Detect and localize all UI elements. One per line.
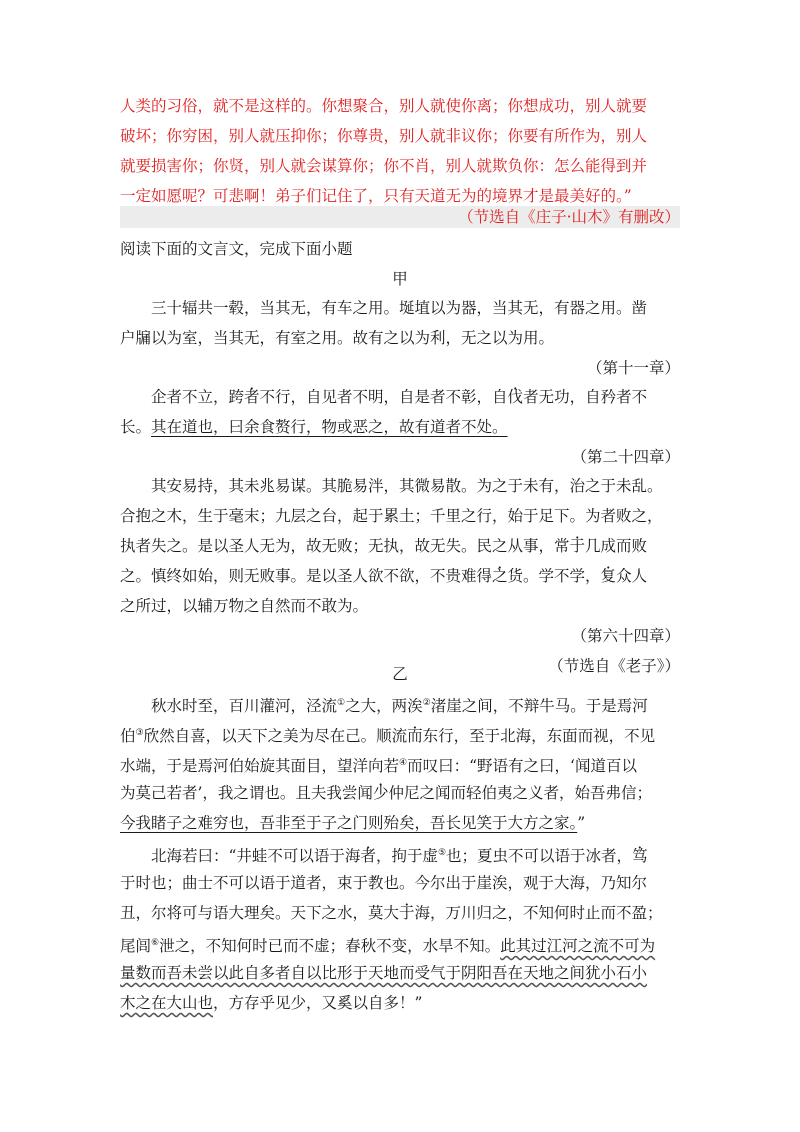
footnote-marker: ② bbox=[422, 698, 431, 708]
text-line: 之所过，以辅万物之自然而不敢为。 bbox=[120, 597, 369, 615]
underlined-sentence: 其在道也，曰余食赘行，物或恶之，故有道者不处。 bbox=[151, 418, 508, 436]
text-line: 执者失之。是以圣人无为，故无败；无执，故无失。民之从事，常于几成而败 bbox=[120, 537, 648, 555]
jia-chapter-11 bbox=[120, 293, 680, 383]
text-line: 户牖以为室，当其无，有室之用。故有之以为利，无之以为用。 bbox=[120, 329, 555, 347]
text-line: 木之在大山也，方存乎见少，又奚以自多！” bbox=[120, 994, 423, 1012]
translation-source: （节选自《庄子·山木》有删改） bbox=[120, 206, 680, 228]
text-line: 伯③欣然自喜，以天下之美为尽在己。顺流而东行，至于北海，东面而视，不见 bbox=[120, 727, 656, 746]
translation-line: 就要损害你；你贤，别人就会谋算你；你不肖，别人就欺负你：怎么能得到并 bbox=[120, 157, 648, 175]
translation-line: 一定如愿呢？可悲啊！弟子们记住了，只有天道无为的境界才是最美好的。” bbox=[120, 187, 632, 205]
dotted-char: 伐 bbox=[507, 388, 524, 406]
wavy-underlined-sentence: 此其过江河之流不可为 bbox=[500, 937, 656, 956]
dotted-char: 者 bbox=[360, 847, 376, 866]
wavy-underlined-sentence: 量数而吾未尝以此自多者自以比形于天地而受气于阴阳吾在天地之间犹小石小 bbox=[120, 964, 648, 982]
text-line: 长。其在道也，曰余食赘行，物或恶之，故有道者不处。 bbox=[120, 418, 508, 436]
text-line bbox=[120, 958, 680, 988]
yi-paragraph-2 bbox=[120, 838, 680, 1018]
text-line: 于时也；曲士不可以语于道者，束于教也。今尔出于崖涘，观于大海，乃知尔 bbox=[120, 874, 648, 892]
footnote-marker: ⑤ bbox=[437, 848, 447, 858]
chapter-source: （第二十四章） bbox=[571, 448, 680, 466]
text-line: 北海若曰：“井蛙不可以语于海者，拘于虚⑤也；夏虫不可以语于冰者，笃 bbox=[151, 847, 648, 866]
instruction: 阅读下面的文言文，完成下面小题 bbox=[120, 240, 353, 258]
yi-paragraph-1 bbox=[120, 688, 680, 838]
translation-block bbox=[120, 91, 680, 211]
text-line: 其安易持，其未兆易谋。其脆易泮，其微易散。为之于未有，治之于未乱。 bbox=[151, 477, 663, 495]
jia-chapter-24 bbox=[120, 382, 680, 472]
text-line: 水端，于是焉河伯始旋其面目，望洋向若④而叹曰：“野语有之曰，‘闻道百以 bbox=[120, 757, 637, 776]
underlined-sentence: 今我睹子之难穷也，吾非至于子之门则殆矣，吾长见笑于大方之家。 bbox=[120, 814, 578, 832]
text-line: 为莫己若者’，我之谓也。且夫我尝闻少仲尼之闻而轻伯夷之义者，始吾弗信； bbox=[120, 784, 652, 802]
dotted-char: 之 bbox=[492, 567, 508, 585]
section-heading-yi: 乙 bbox=[392, 665, 408, 683]
text-line: 丑，尔将可与语大理矣。天下之水，莫大于海，万川归之，不知何时止而不盈； bbox=[120, 904, 663, 922]
translation-line: 人类的习俗，就不是这样的。你想聚合，别人就使你离；你想成功，别人就要 bbox=[120, 97, 648, 115]
dotted-char: 复 bbox=[600, 567, 617, 585]
text-line: 尾闾⑥泄之，不知何时已而不虚；春秋不变，水旱不知。此其过江河之流不可为 bbox=[120, 937, 656, 956]
text-line: 三十辐共一毂，当其无，有车之用。埏埴以为器，当其无，有器之用。凿 bbox=[151, 299, 648, 317]
book-source: （节选自《老子》） bbox=[548, 657, 680, 675]
footnote-marker: ④ bbox=[399, 758, 408, 768]
text-line: 之。慎终如始，则无败事。是以圣人欲不欲，不贵难得之货。学不学，复众人 bbox=[120, 567, 648, 585]
section-heading-jia: 甲 bbox=[392, 270, 408, 288]
footnote-marker: ⑥ bbox=[151, 938, 160, 948]
dotted-char: 笃 bbox=[632, 847, 648, 866]
chapter-source: （第十一章） bbox=[586, 359, 680, 377]
dotted-char: 者 bbox=[244, 388, 260, 406]
dotted-char: 于 bbox=[399, 904, 415, 922]
dotted-char: 而 bbox=[407, 727, 423, 746]
wavy-underlined-sentence: 木之在大山也 bbox=[120, 994, 214, 1012]
dotted-char: 少 bbox=[372, 784, 389, 802]
chapter-source: （第六十四章） bbox=[571, 627, 680, 645]
text-line: 企者不立，跨者不行，自见者不明，自是者不彰，自伐者无功，自矜者不 bbox=[151, 388, 648, 406]
footnote-marker: ③ bbox=[135, 728, 144, 738]
text-line: 今我睹子之难穷也，吾非至于子之门则殆矣，吾长见笑于大方之家。” bbox=[120, 814, 586, 832]
text-line: 合抱之木，生于毫末；九层之台，起于累土；千里之行，始于足下。为者败之， bbox=[120, 507, 663, 525]
dotted-char: 于 bbox=[569, 537, 586, 555]
text-line: 秋水时至，百川灌河，泾流①之大，两涘②渚崖之间，不辩牛马。于是焉河 bbox=[151, 697, 648, 716]
jia-chapter-64 bbox=[120, 471, 680, 681]
translation-line: 破坏；你穷困，别人就压抑你；你尊贵，别人就非议你；你要有所作为，别人 bbox=[120, 127, 648, 145]
footnote-marker: ① bbox=[337, 698, 346, 708]
